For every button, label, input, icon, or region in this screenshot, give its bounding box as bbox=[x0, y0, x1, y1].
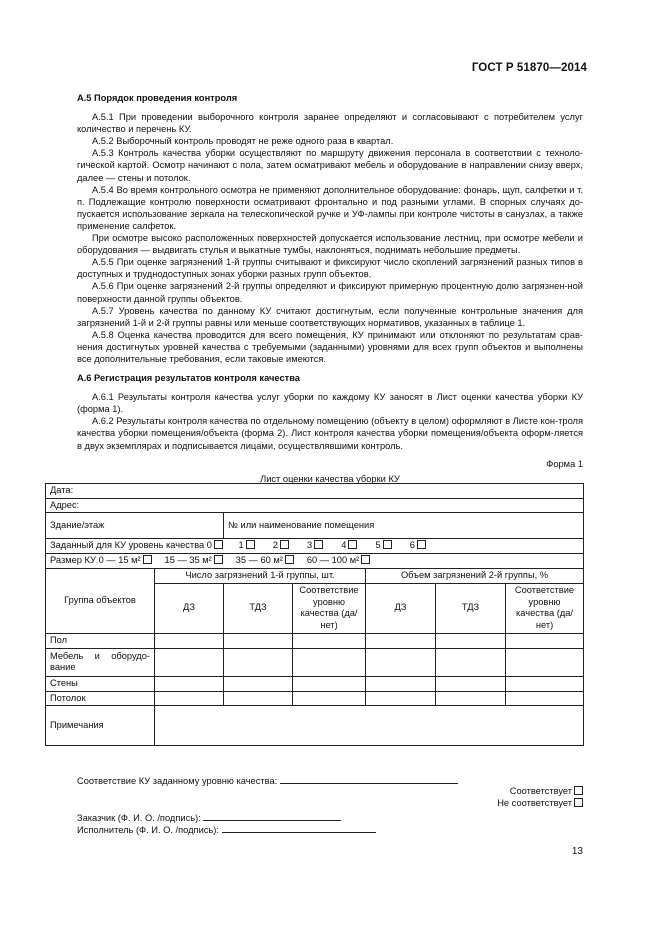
group1-header: Число загрязнений 1-й группы, шт. bbox=[155, 569, 366, 584]
address-field[interactable]: Адрес: bbox=[46, 498, 584, 513]
checkbox-icon bbox=[314, 540, 323, 549]
standard-header: ГОСТ Р 51870—2014 bbox=[471, 62, 587, 74]
table-row bbox=[46, 691, 584, 706]
table-cell[interactable] bbox=[293, 676, 366, 691]
group2-header: Объем загрязнений 2-й группы, % bbox=[366, 569, 584, 584]
level-option-2[interactable]: 2 bbox=[273, 540, 289, 550]
table-cell[interactable] bbox=[436, 691, 506, 706]
paragraph-a5-5: А.5.5 При оценке загрязнений 1-й группы считывают и фиксируют число скоплений загрязнений разных типов в доступных и труднодоступных зонах уборки разных групп объектов. bbox=[77, 257, 583, 280]
paragraph-a5-1: А.5.1 При проведении выборочного контроля заранее определяют и согласовывают с потребителем услуг количество и перечень КУ. bbox=[77, 112, 583, 135]
size-option-4[interactable]: 60 — 100 м² bbox=[307, 555, 370, 565]
checkbox-icon[interactable] bbox=[574, 798, 583, 807]
table-cell[interactable] bbox=[155, 648, 224, 676]
customer-row bbox=[77, 811, 341, 823]
level-option-6[interactable]: 6 bbox=[410, 540, 426, 550]
executor-row bbox=[77, 823, 376, 835]
col-tdz-1: ТДЗ bbox=[224, 583, 293, 633]
paragraph-a6-2: А.6.2 Результаты контроля качества по отдельному помещению (объекту в целом) оформляют в Листе кон-троля качества уборки помещения/объекта (форма 2). Лист контроля качества уборки помещения/объекта оформ-ляется в двух экземплярах и подписывается лицами, осуществлявшими контроль. bbox=[77, 416, 583, 451]
checkbox-icon bbox=[361, 555, 370, 564]
group-header: Группа объектов bbox=[46, 569, 155, 634]
level-option-0[interactable]: 0 bbox=[207, 540, 223, 550]
row-label: Пол bbox=[46, 633, 155, 648]
paragraph-a5-4b: При осмотре высоко расположенных поверхностей допускается использование лестниц, при осмотре мебели и оборудования — выдвигать стулья и выкатные тумбы, наклоняться, поднимать небольшие предметы. bbox=[77, 233, 583, 256]
customer-label: Заказчик (Ф. И. О. /подпись): bbox=[77, 813, 201, 823]
customer-signature-line[interactable] bbox=[203, 811, 341, 821]
size-label: Размер КУ bbox=[50, 555, 96, 566]
table-cell[interactable] bbox=[224, 633, 293, 648]
level-option-4[interactable]: 4 bbox=[341, 540, 357, 550]
col-match-1: Соответствие уровню качества (да/нет) bbox=[293, 583, 366, 633]
form-title: Лист оценки качества уборки КУ bbox=[260, 473, 400, 484]
compliance-input-line[interactable] bbox=[280, 774, 458, 784]
size-option-1[interactable]: 0 — 15 м² bbox=[99, 555, 152, 565]
paragraph-a6-1: А.6.1 Результаты контроля качества услуг уборки по каждому КУ заносят в Лист оценки качества уборки КУ (форма 1). bbox=[77, 392, 583, 415]
table-cell[interactable] bbox=[366, 648, 436, 676]
compliance-label: Соответствие КУ заданному уровню качества: bbox=[77, 776, 278, 786]
col-dz-1: ДЗ bbox=[155, 583, 224, 633]
table-cell[interactable] bbox=[155, 691, 224, 706]
paragraph-a5-8: А.5.8 Оценка качества проводится для всего помещения, КУ принимают или отклоняют по результатам срав-нения достигнутых уровней качества с требуемыми (заданными) уровнями для всех групп объектов и выполнены все дополнительные требования, если таковые имеются. bbox=[77, 329, 583, 364]
table-cell[interactable] bbox=[506, 676, 584, 691]
table-row bbox=[46, 676, 584, 691]
row-label: Стены bbox=[46, 676, 155, 691]
table-cell[interactable] bbox=[366, 691, 436, 706]
date-field[interactable]: Дата: bbox=[46, 484, 584, 499]
table-cell[interactable] bbox=[224, 691, 293, 706]
section-a5-title: А.5 Порядок проведения контроля bbox=[77, 93, 238, 103]
compliance-row bbox=[77, 774, 458, 786]
table-cell[interactable] bbox=[436, 676, 506, 691]
table-cell[interactable] bbox=[155, 676, 224, 691]
table-cell[interactable] bbox=[366, 633, 436, 648]
checkbox-icon bbox=[348, 540, 357, 549]
table-cell[interactable] bbox=[506, 633, 584, 648]
level-option-1[interactable]: 1 bbox=[238, 540, 254, 550]
checkbox-icon bbox=[280, 540, 289, 549]
size-option-2[interactable]: 15 — 35 м² bbox=[165, 555, 223, 565]
compliant-option[interactable]: Соответствует bbox=[510, 786, 583, 796]
table-cell[interactable] bbox=[366, 676, 436, 691]
col-dz-2: ДЗ bbox=[366, 583, 436, 633]
table-cell[interactable] bbox=[293, 648, 366, 676]
paragraph-a5-4: А.5.4 Во время контрольного осмотра не применяют дополнительное оборудование: фонарь, щуп, салфетки и т. п. Подлежащие контролю поверхности осматривают фронтально и под разными углами. В спорных случаях до-пускается использование зеркала на телескопической ручке и УФ-лампы при контроле чистоты в санузлах, а также применение салфеток. bbox=[77, 184, 583, 231]
checkbox-icon bbox=[214, 555, 223, 564]
row-label: Мебель и оборудо-вание bbox=[46, 648, 155, 676]
form-label: Форма 1 bbox=[546, 458, 583, 469]
paragraph-a5-6: А.5.6 При оценке загрязнений 2-й группы определяют и фиксируют примерную процентную долю загрязнен-ной поверхности данной группы объектов. bbox=[77, 281, 583, 304]
notes-label: Примечания bbox=[46, 706, 155, 746]
table-cell[interactable] bbox=[293, 633, 366, 648]
table-row bbox=[46, 648, 584, 676]
table-cell[interactable] bbox=[436, 633, 506, 648]
checkbox-icon[interactable] bbox=[574, 786, 583, 795]
paragraph-a5-3: А.5.3 Контроль качества уборки осуществляют по маршруту движения персонала в соответствии с техноло-гической картой. Осмотр начинают с пола, затем осматривают мебель и оборудование в направлении снизу вверх, далее — стены и потолок. bbox=[77, 148, 583, 183]
table-cell[interactable] bbox=[224, 676, 293, 691]
paragraph-a5-2: А.5.2 Выборочный контроль проводят не реже одного раза в квартал. bbox=[92, 136, 394, 147]
table-row bbox=[46, 633, 584, 648]
checkbox-icon bbox=[214, 540, 223, 549]
level-option-5[interactable]: 5 bbox=[376, 540, 392, 550]
quality-assessment-form bbox=[45, 483, 584, 746]
table-cell[interactable] bbox=[436, 648, 506, 676]
table-cell[interactable] bbox=[224, 648, 293, 676]
not-compliant-option[interactable]: Не соответствует bbox=[497, 798, 583, 808]
building-field[interactable]: Здание/этаж bbox=[46, 513, 224, 539]
col-tdz-2: ТДЗ bbox=[436, 583, 506, 633]
row-label: Потолок bbox=[46, 691, 155, 706]
paragraph-a5-7: А.5.7 Уровень качества по данному КУ считают достигнутым, если полученные контрольные значения для загрязнений 1-й и 2-й группы равны или меньше соответствующих нормативов, указанных в таблице 1. bbox=[77, 305, 583, 328]
quality-level-row bbox=[46, 539, 584, 554]
level-option-3[interactable]: 3 bbox=[307, 540, 323, 550]
executor-label: Исполнитель (Ф. И. О. /подпись): bbox=[77, 825, 219, 835]
room-field[interactable]: № или наименование помещения bbox=[224, 513, 584, 539]
table-cell[interactable] bbox=[155, 633, 224, 648]
checkbox-icon bbox=[285, 555, 294, 564]
table-cell[interactable] bbox=[293, 691, 366, 706]
executor-signature-line[interactable] bbox=[222, 823, 376, 833]
page-number: 13 bbox=[571, 846, 583, 857]
size-row bbox=[46, 554, 584, 569]
section-a6-title: А.6 Регистрация результатов контроля качества bbox=[77, 373, 300, 384]
checkbox-icon bbox=[417, 540, 426, 549]
checkbox-icon bbox=[246, 540, 255, 549]
notes-field[interactable] bbox=[155, 706, 584, 746]
checkbox-icon bbox=[383, 540, 392, 549]
size-option-3[interactable]: 35 — 60 м² bbox=[236, 555, 294, 565]
quality-level-label: Заданный для КУ уровень качества bbox=[50, 540, 205, 551]
table-cell[interactable] bbox=[506, 648, 584, 676]
checkbox-icon bbox=[143, 555, 152, 564]
table-cell[interactable] bbox=[506, 691, 584, 706]
document-body bbox=[77, 92, 583, 490]
col-match-2: Соответствие уровню качества (да/нет) bbox=[506, 583, 584, 633]
